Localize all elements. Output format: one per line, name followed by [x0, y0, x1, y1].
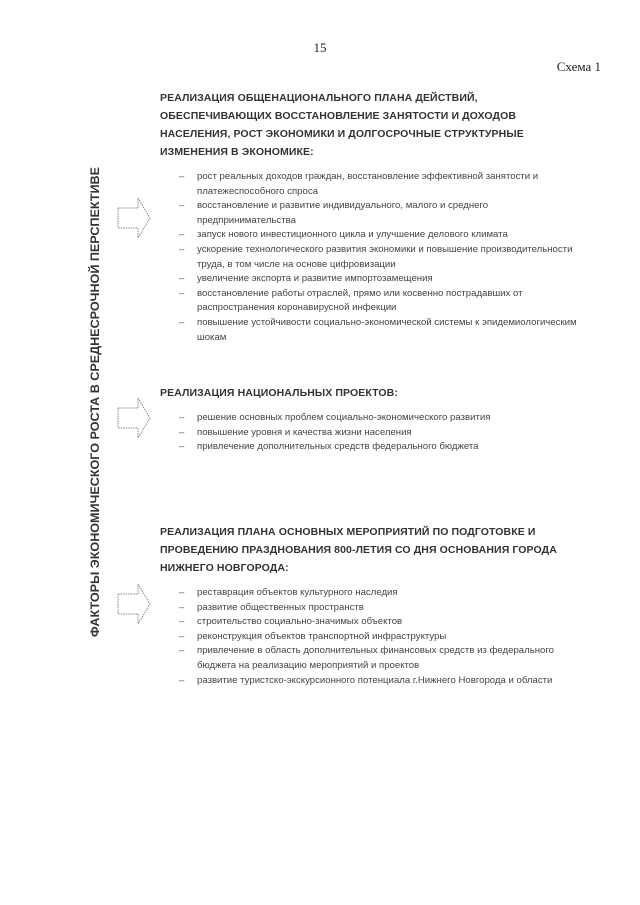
list-item: – решение основных проблем социально-экономического развития	[160, 411, 580, 426]
section-title: РЕАЛИЗАЦИЯ ОБЩЕНАЦИОНАЛЬНОГО ПЛАНА ДЕЙСТВИЙ, ОБЕСПЕЧИВАЮЩИХ ВОССТАНОВЛЕНИЕ ЗАНЯТОСТИ И ДОХОДОВ НАСЕЛЕНИЯ, РОСТ ЭКОНОМИКИ И ДОЛГОСРОЧНЫЕ СТРУКТУРНЫЕ ИЗМЕНЕНИЯ В ЭКОНОМИКЕ:	[160, 92, 524, 158]
section-title: РЕАЛИЗАЦИЯ ПЛАНА ОСНОВНЫХ МЕРОПРИЯТИЙ ПО ПОДГОТОВКЕ И ПРОВЕДЕНИЮ ПРАЗДНОВАНИЯ 800-ЛЕТИЯ СО ДНЯ ОСНОВАНИЯ ГОРОДА НИЖНЕГО НОВГОРОДА:	[160, 526, 557, 574]
item-list	[160, 411, 580, 455]
item-list	[160, 170, 580, 345]
list-item: – реконструкция объектов транспортной инфраструктуры	[160, 630, 580, 645]
list-item: – запуск нового инвестиционного цикла и улучшение делового климата	[160, 228, 580, 243]
vertical-title	[79, 165, 107, 640]
page-number: 15	[313, 40, 327, 55]
list-item: – восстановление работы отраслей, прямо или косвенно пострадавших от распространения коронавирусной инфекции	[160, 287, 580, 316]
list-item: – привлечение дополнительных средств федерального бюджета	[160, 440, 580, 455]
vertical-title-text: ФАКТОРЫ ЭКОНОМИЧЕСКОГО РОСТА В СРЕДНЕСРОЧНОЙ ПЕРСПЕКТИВЕ	[88, 188, 102, 637]
list-item: – строительство социально-значимых объектов	[160, 615, 580, 630]
list-item: – рост реальных доходов граждан, восстановление эффективной занятости и платежеспособного спроса	[160, 170, 580, 199]
item-list	[160, 586, 580, 688]
arrow-right-icon-1	[117, 196, 151, 240]
list-item: – увеличение экспорта и развитие импортозамещения	[160, 272, 580, 287]
section-national-projects	[160, 384, 580, 455]
section-title: РЕАЛИЗАЦИЯ НАЦИОНАЛЬНЫХ ПРОЕКТОВ:	[160, 387, 398, 399]
list-item: – привлечение в область дополнительных финансовых средств из федерального бюджета на реализацию мероприятий и проектов	[160, 644, 580, 673]
list-item: – повышение устойчивости социально-экономической системы к эпидемиологическим шокам	[160, 316, 580, 345]
section-national-plan	[160, 89, 580, 345]
arrow-right-icon-3	[117, 582, 151, 626]
list-item: – восстановление и развитие индивидуального, малого и среднего предпринимательства	[160, 199, 580, 228]
list-item: – развитие общественных пространств	[160, 601, 580, 616]
list-item: – реставрация объектов культурного наследия	[160, 586, 580, 601]
scheme-label: Схема 1	[556, 59, 601, 74]
list-item: – развитие туристско-экскурсионного потенциала г.Нижнего Новгорода и области	[160, 674, 580, 689]
arrow-right-icon-2	[117, 396, 151, 440]
section-800-anniversary	[160, 523, 580, 688]
list-item: – повышение уровня и качества жизни населения	[160, 426, 580, 441]
list-item: – ускорение технологического развития экономики и повышение производительности труда, в том числе на основе цифровизации	[160, 243, 580, 272]
